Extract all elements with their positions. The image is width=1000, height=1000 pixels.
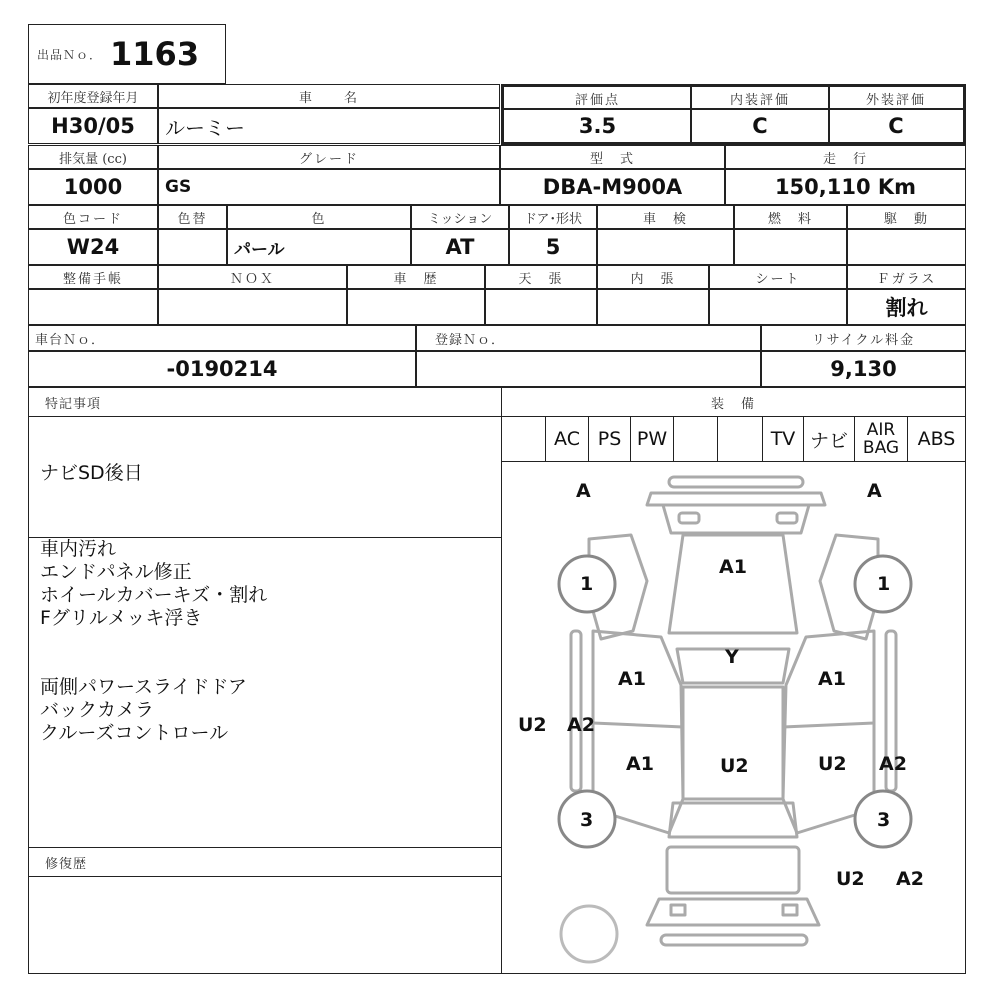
nox-label-cell bbox=[158, 265, 347, 289]
mark-side-left-u2: U2 bbox=[518, 714, 547, 736]
score-value: 3.5 bbox=[578, 113, 617, 138]
grade-label: グレード bbox=[298, 151, 359, 167]
interior-score-value: C bbox=[752, 113, 768, 138]
equip-cell-pw bbox=[630, 416, 674, 462]
registration-label: 登録Ｎｏ． bbox=[435, 332, 506, 348]
score-label-cell bbox=[501, 84, 692, 110]
front-bumper-top bbox=[669, 477, 803, 487]
equip-ps: PS bbox=[597, 428, 622, 450]
car-name-label-cell bbox=[158, 84, 500, 108]
door-value-cell bbox=[509, 229, 597, 265]
model-label-cell bbox=[500, 145, 725, 169]
mark-wheel-rl: 3 bbox=[580, 809, 594, 831]
special-note-2: 車内汚れ エンドパネル修正 ホイールカバーキズ・割れ Fグリルメッキ浮き 両側パワースライドドア バックカメラ クルーズコントロール bbox=[40, 538, 268, 744]
mission-value-cell bbox=[411, 229, 509, 265]
drive-value-cell bbox=[847, 229, 966, 265]
front-bumper bbox=[647, 493, 825, 505]
recycle-value-cell bbox=[761, 351, 966, 387]
nox-label: ＮＯＸ bbox=[229, 271, 275, 287]
grade-value-cell bbox=[158, 169, 500, 205]
mileage-label-cell bbox=[725, 145, 966, 169]
roof-label-cell bbox=[485, 265, 597, 289]
mark-front-door-right: A1 bbox=[818, 668, 846, 690]
rear-lamp-left bbox=[671, 905, 685, 915]
mark-side-right-u2: U2 bbox=[818, 753, 847, 775]
displacement-label-cell bbox=[28, 145, 158, 169]
fuel-label-cell bbox=[734, 205, 847, 229]
seat-label-cell bbox=[709, 265, 847, 289]
grade-value: GS bbox=[165, 177, 192, 197]
car-name-label: 車 名 bbox=[298, 90, 359, 106]
rear-bumper-bottom bbox=[661, 935, 807, 945]
front-lamp-right bbox=[777, 513, 797, 523]
mark-rear-u2: U2 bbox=[836, 868, 865, 890]
equip-navi: ナビ bbox=[809, 429, 848, 452]
lot-number-label: 出品Ｎｏ． bbox=[37, 47, 103, 62]
rear-lamp-right bbox=[783, 905, 797, 915]
interior-score-label: 内装評価 bbox=[729, 92, 790, 108]
interior-trim-label-cell bbox=[597, 265, 709, 289]
fglass-label-cell bbox=[847, 265, 966, 289]
equip-cell-ps bbox=[588, 416, 631, 462]
left-door-split bbox=[593, 723, 683, 727]
mark-rear-door-left: A1 bbox=[626, 753, 654, 775]
color-code-value: W24 bbox=[66, 235, 120, 259]
car-name-value-cell bbox=[158, 108, 500, 144]
mark-wheel-fl: 1 bbox=[580, 573, 594, 595]
repair-history-value-cell bbox=[28, 876, 502, 974]
fglass-value: 割れ bbox=[885, 296, 928, 320]
color-value: パール bbox=[234, 239, 285, 260]
drive-label: 駆 動 bbox=[883, 211, 929, 227]
mark-hood: A1 bbox=[719, 556, 747, 578]
maintenance-label: 整備手帳 bbox=[62, 271, 123, 287]
roof-label: 天 張 bbox=[518, 271, 564, 287]
car-name-value: ルーミー bbox=[165, 115, 245, 140]
equip-cell-0 bbox=[501, 416, 546, 462]
mark-windshield: Y bbox=[725, 646, 739, 668]
lot-number-value: 1163 bbox=[110, 35, 200, 73]
hood bbox=[669, 535, 797, 633]
mileage-value-cell bbox=[725, 169, 966, 205]
interior-score-label-cell bbox=[690, 84, 830, 110]
color-label-cell bbox=[227, 205, 411, 229]
first-registration-value: H30/05 bbox=[51, 114, 135, 138]
seat-label: シート bbox=[755, 271, 801, 287]
rear-gate bbox=[667, 847, 799, 893]
first-registration-label-cell bbox=[28, 84, 158, 108]
spare-wheel-icon bbox=[561, 906, 617, 962]
equip-cell-4 bbox=[673, 416, 718, 462]
left-sill bbox=[571, 631, 581, 791]
rear-bumper bbox=[647, 899, 819, 925]
roof bbox=[683, 687, 783, 799]
special-note-1: ナビSD後日 bbox=[40, 462, 143, 484]
recycle-value: 9,130 bbox=[830, 357, 897, 381]
score-label: 評価点 bbox=[574, 92, 620, 108]
color-code-label-cell bbox=[28, 205, 158, 229]
interior-trim-value-cell bbox=[597, 289, 709, 325]
equip-airbag: AIR BAG bbox=[862, 420, 900, 458]
special-notes-label: 特記事項 bbox=[45, 396, 102, 412]
recycle-label: リサイクル料金 bbox=[811, 332, 916, 348]
mark-wheel-rr: 3 bbox=[877, 809, 891, 831]
displacement-value: 1000 bbox=[63, 175, 123, 199]
grade-label-cell bbox=[158, 145, 500, 169]
chassis-value: -0190214 bbox=[166, 357, 278, 381]
mission-label-cell bbox=[411, 205, 509, 229]
inspection-value-cell bbox=[597, 229, 734, 265]
color-code-value-cell bbox=[28, 229, 158, 265]
mark-side-right-a2: A2 bbox=[879, 753, 907, 775]
first-registration-value-cell bbox=[28, 108, 158, 144]
inspection-label: 車 検 bbox=[642, 211, 688, 227]
model-label: 型 式 bbox=[589, 151, 635, 167]
mark-front-right-a: A bbox=[867, 480, 882, 502]
equip-ac: AC bbox=[554, 428, 580, 450]
drive-label-cell bbox=[847, 205, 966, 229]
equip-cell-airbag bbox=[854, 416, 908, 462]
fglass-label: Ｆガラス bbox=[876, 271, 937, 287]
mark-wheel-fr: 1 bbox=[877, 573, 891, 595]
equip-pw: PW bbox=[636, 428, 668, 450]
repair-history-label-cell bbox=[28, 847, 502, 877]
equipment-label: 装 備 bbox=[710, 396, 756, 412]
repair-history-label: 修復歴 bbox=[45, 856, 88, 872]
model-value: DBA-M900A bbox=[542, 175, 683, 199]
exterior-score-value-cell bbox=[828, 108, 966, 145]
equip-cell-ac bbox=[545, 416, 589, 462]
mission-label: ミッション bbox=[427, 211, 493, 227]
front-lamp-left bbox=[679, 513, 699, 523]
chassis-value-cell bbox=[28, 351, 416, 387]
door-label: ドア･形状 bbox=[523, 211, 583, 227]
equip-cell-navi bbox=[803, 416, 855, 462]
registration-label-cell bbox=[416, 325, 761, 351]
roof-value-cell bbox=[485, 289, 597, 325]
lot-number-box bbox=[28, 24, 226, 84]
equip-cell-tv bbox=[762, 416, 804, 462]
history-value-cell bbox=[347, 289, 485, 325]
history-label: 車 歴 bbox=[393, 271, 439, 287]
right-door-split bbox=[783, 723, 874, 727]
registration-value-cell bbox=[416, 351, 761, 387]
repaint-value-cell bbox=[158, 229, 227, 265]
mark-front-door-left: A1 bbox=[618, 668, 646, 690]
fglass-value-cell bbox=[847, 289, 966, 325]
model-value-cell bbox=[500, 169, 725, 205]
history-label-cell bbox=[347, 265, 485, 289]
equip-abs: ABS bbox=[917, 428, 956, 450]
fuel-value-cell bbox=[734, 229, 847, 265]
maintenance-label-cell bbox=[28, 265, 158, 289]
interior-score-value-cell bbox=[690, 108, 830, 145]
mission-value: AT bbox=[445, 235, 475, 259]
mileage-value: 150,110 Km bbox=[774, 175, 917, 199]
equipment-label-cell bbox=[501, 387, 966, 417]
displacement-value-cell bbox=[28, 169, 158, 205]
front-grille bbox=[663, 505, 809, 533]
mark-roof: U2 bbox=[720, 755, 749, 777]
first-registration-label: 初年度登録年月 bbox=[47, 90, 139, 106]
mark-side-left-a2: A2 bbox=[567, 714, 595, 736]
mark-front-left-a: A bbox=[576, 480, 591, 502]
seat-value-cell bbox=[709, 289, 847, 325]
displacement-label: 排気量 (cc) bbox=[59, 151, 127, 167]
recycle-label-cell bbox=[761, 325, 966, 351]
chassis-label-cell bbox=[28, 325, 416, 351]
nox-value-cell bbox=[158, 289, 347, 325]
special-notes-label-cell bbox=[28, 387, 502, 417]
score-value-cell bbox=[501, 108, 692, 145]
exterior-score-label: 外装評価 bbox=[865, 92, 926, 108]
equip-cell-5 bbox=[717, 416, 763, 462]
maintenance-value-cell bbox=[28, 289, 158, 325]
inspection-label-cell bbox=[597, 205, 734, 229]
door-label-cell bbox=[509, 205, 597, 229]
door-value: 5 bbox=[545, 235, 561, 259]
equip-cell-abs bbox=[907, 416, 966, 462]
interior-trim-label: 内 張 bbox=[630, 271, 676, 287]
mark-rear-a2: A2 bbox=[896, 868, 924, 890]
rear-window bbox=[669, 803, 797, 837]
exterior-score-label-cell bbox=[828, 84, 966, 110]
fuel-label: 燃 料 bbox=[767, 211, 813, 227]
color-value-cell bbox=[227, 229, 411, 265]
chassis-label: 車台Ｎｏ． bbox=[35, 332, 106, 348]
repaint-label-cell bbox=[158, 205, 227, 229]
exterior-score-value: C bbox=[888, 113, 904, 138]
mileage-label: 走 行 bbox=[822, 151, 868, 167]
repaint-label: 色替 bbox=[177, 211, 208, 227]
color-code-label: 色コード bbox=[62, 211, 123, 227]
color-label: 色 bbox=[311, 211, 327, 227]
equip-tv: TV bbox=[770, 428, 796, 450]
